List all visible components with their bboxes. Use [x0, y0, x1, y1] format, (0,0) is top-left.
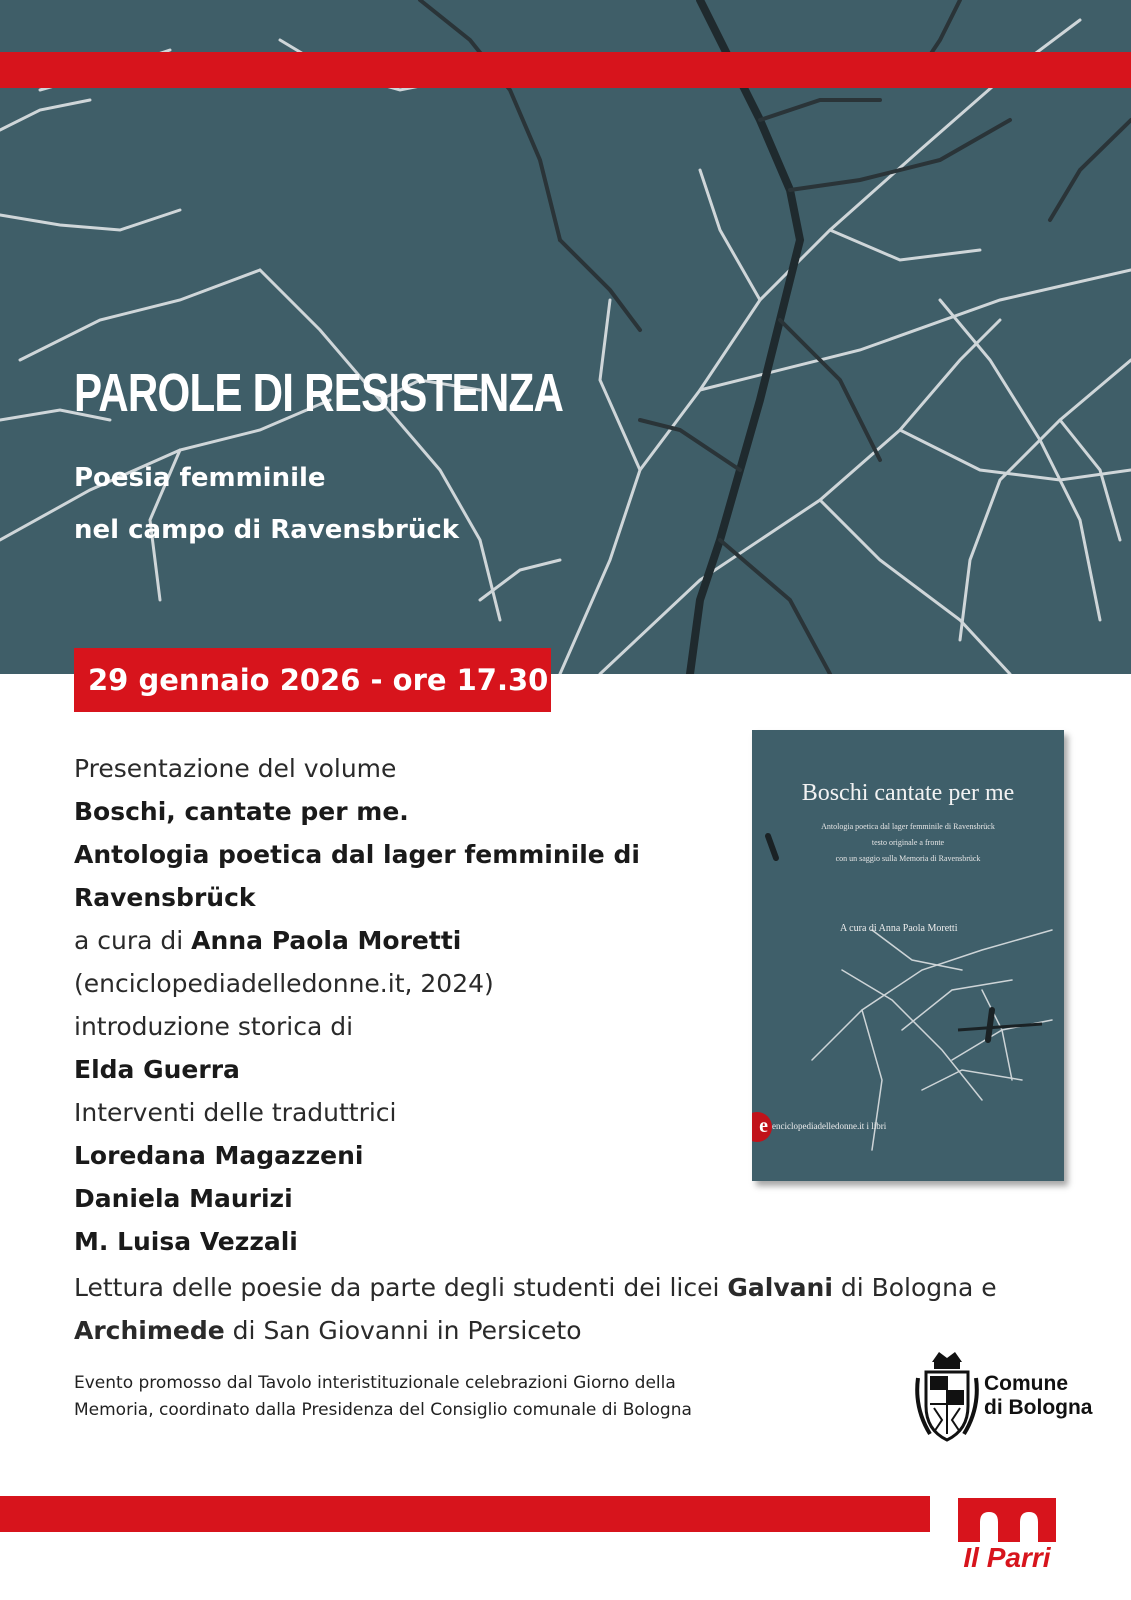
bottom-red-bar: [0, 1496, 930, 1532]
reading-text-2: di Bologna e: [832, 1273, 997, 1302]
page-subtitle: [74, 452, 459, 556]
reading-info: [74, 1266, 1084, 1352]
subtitle-line-2: nel campo di Ravensbrück: [74, 515, 460, 545]
translator-name: Daniela Maurizi: [74, 1184, 293, 1213]
book-subtitle-2: Ravensbrück: [74, 883, 256, 912]
curator-prefix: a cura di: [74, 926, 192, 955]
comune-logo-line-1: Comune: [984, 1372, 1068, 1395]
hero-photo: [0, 0, 1131, 674]
reading-text-1: Lettura delle poesie da parte degli studenti dei licei: [74, 1273, 728, 1302]
book-cover-publisher: enciclopediadelledonne.it i libri: [772, 1121, 887, 1131]
intro-text: Presentazione del volume: [74, 754, 397, 783]
publisher-info: (enciclopediadelledonne.it, 2024): [74, 969, 494, 998]
parri-logo-text: Il Parri: [963, 1542, 1051, 1573]
book-cover-line-1: Antologia poetica dal lager femminile di Ravensbrück: [821, 822, 995, 831]
top-red-bar: [0, 52, 1131, 88]
promoter-note: [74, 1370, 754, 1424]
comune-logo-line-2: di Bologna: [984, 1396, 1093, 1419]
book-cover-line-2: testo originale a fronte: [871, 838, 945, 847]
publisher-badge: e: [752, 1112, 772, 1142]
branches-illustration: [0, 0, 1131, 674]
book-subtitle-1: Antologia poetica dal lager femminile di: [74, 840, 640, 869]
school-archimede: Archimede: [74, 1316, 225, 1345]
comune-logo-text: [984, 1372, 1093, 1420]
school-galvani: Galvani: [727, 1273, 833, 1302]
promo-line-1: Evento promosso dal Tavolo interistituzionale celebrazioni Giorno della: [74, 1373, 676, 1393]
curator-name: Anna Paola Moretti: [191, 926, 462, 955]
book-cover-title: Boschi cantate per me: [801, 780, 1015, 806]
translator-name: M. Luisa Vezzali: [74, 1227, 298, 1256]
parri-arches-icon: [952, 1484, 1062, 1544]
book-cover: [752, 730, 1064, 1181]
il-parri-logo: [952, 1484, 1062, 1584]
reading-text-3: di San Giovanni in Persiceto: [224, 1316, 582, 1345]
comune-di-bologna-logo: [912, 1348, 1112, 1448]
page-title: PAROLE DI RESISTENZA: [74, 363, 564, 423]
book-cover-editor: A cura di Anna Paola Moretti: [840, 923, 958, 934]
subtitle-line-1: Poesia femminile: [74, 463, 326, 493]
event-details: [74, 747, 734, 1263]
promo-line-2: Memoria, coordinato dalla Presidenza del Consiglio comunale di Bologna: [74, 1400, 692, 1420]
book-cover-line-3: con un saggio sulla Memoria di Ravensbrück: [835, 854, 981, 863]
bologna-coat-of-arms-icon: [912, 1348, 982, 1448]
translator-name: Loredana Magazzeni: [74, 1141, 364, 1170]
historian-name: Elda Guerra: [74, 1055, 240, 1084]
historical-intro-label: introduzione storica di: [74, 1012, 354, 1041]
book-title: Boschi, cantate per me.: [74, 797, 409, 826]
translators-label: Interventi delle traduttrici: [74, 1098, 397, 1127]
event-date-badge: 29 gennaio 2026 - ore 17.30: [74, 648, 551, 712]
